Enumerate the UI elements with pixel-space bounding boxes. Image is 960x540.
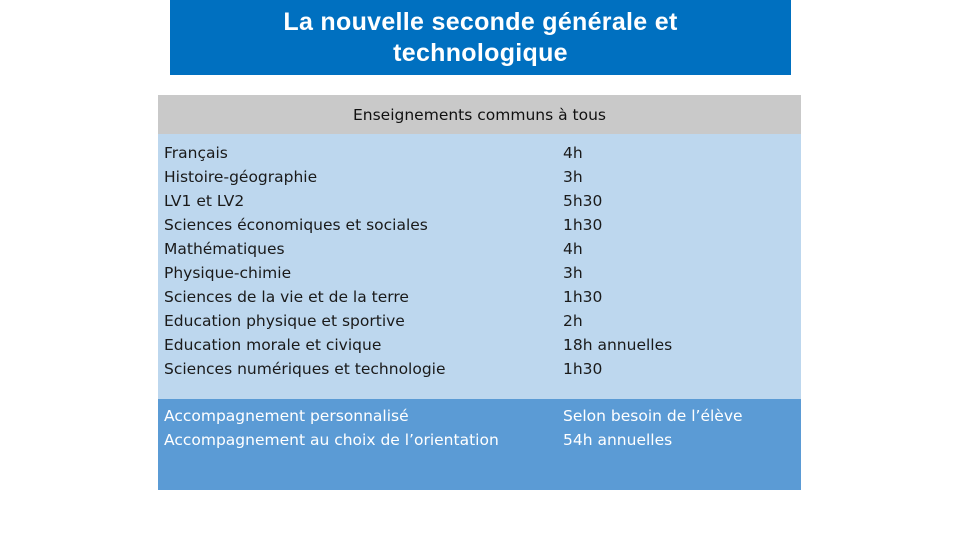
subject-hours: 1h30 xyxy=(563,360,603,378)
subject-hours: 1h30 xyxy=(563,216,603,234)
subject-hours: 4h xyxy=(563,240,583,258)
support-hours-column xyxy=(563,404,743,452)
schedule-table xyxy=(158,95,801,490)
subject-names-column xyxy=(164,141,446,381)
subject-name: LV1 et LV2 xyxy=(164,192,245,210)
common-subjects-section xyxy=(158,134,801,399)
subject-hours: 3h xyxy=(563,168,583,186)
subject-name: Sciences de la vie et de la terre xyxy=(164,288,409,306)
subject-name: Physique-chimie xyxy=(164,264,292,282)
subject-hours: 18h annuelles xyxy=(563,336,673,354)
subject-name: Mathématiques xyxy=(164,240,285,258)
subject-hours: 2h xyxy=(563,312,583,330)
subject-hours: 3h xyxy=(563,264,583,282)
subject-hours: 4h xyxy=(563,144,583,162)
subject-name: Education morale et civique xyxy=(164,336,382,354)
table-header-label: Enseignements communs à tous xyxy=(352,105,606,124)
title-line-1: La nouvelle seconde générale et xyxy=(283,7,678,36)
support-hours: Selon besoin de l’élève xyxy=(563,407,743,425)
table-header xyxy=(158,95,801,134)
subject-hours: 5h30 xyxy=(563,192,603,210)
subject-name: Sciences numériques et technologie xyxy=(164,360,446,378)
subject-name: Education physique et sportive xyxy=(164,312,405,330)
support-section xyxy=(158,399,801,490)
subject-name: Histoire-géographie xyxy=(164,168,318,186)
support-hours: 54h annuelles xyxy=(563,431,673,449)
subject-name: Sciences économiques et sociales xyxy=(164,216,428,234)
title-line-2: technologique xyxy=(393,38,568,67)
support-names-column xyxy=(164,404,499,452)
subject-hours: 1h30 xyxy=(563,288,603,306)
support-name: Accompagnement personnalisé xyxy=(164,407,409,425)
support-name: Accompagnement au choix de l’orientation xyxy=(164,431,499,449)
subject-name: Français xyxy=(164,144,228,162)
subject-hours-column xyxy=(563,141,672,381)
title-banner xyxy=(170,0,791,75)
page-title xyxy=(283,7,677,69)
